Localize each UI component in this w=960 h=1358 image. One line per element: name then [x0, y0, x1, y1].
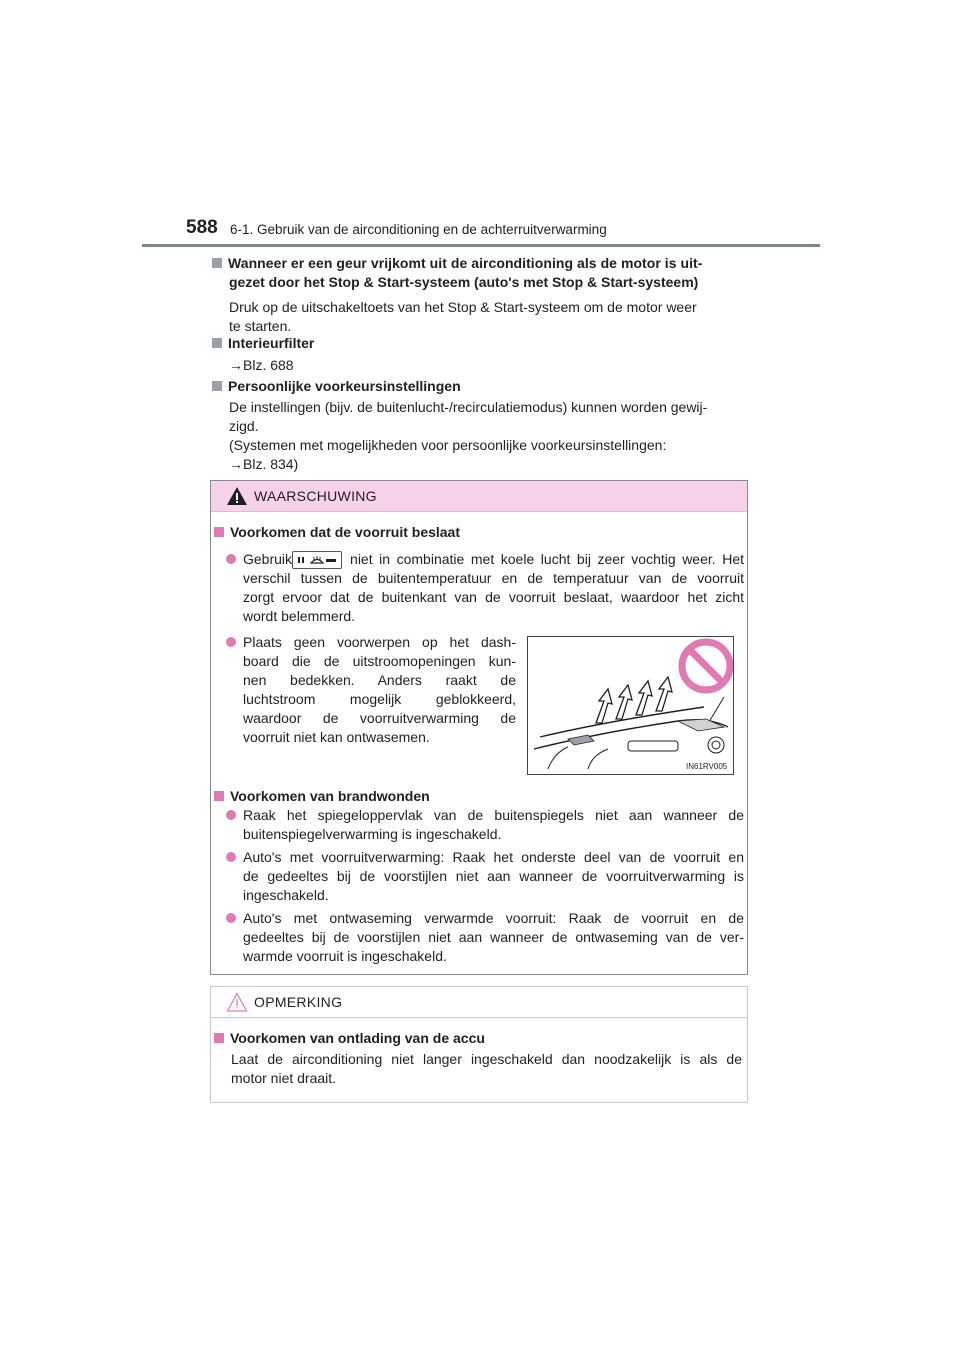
item-text-line2: verschil tussen de buitentemperatuur en de temperatuur van de voorruit	[243, 570, 744, 586]
notice-body-line1: Laat de airconditioning niet langer ingeschakeld dan noodzakelijk is als de	[231, 1051, 742, 1067]
item-text-line: buitenspiegelverwarming is ingeschakeld.	[243, 826, 502, 842]
notice-body	[231, 1050, 742, 1088]
note-body-line4: →Blz. 834)	[229, 456, 299, 472]
front-defroster-icon	[292, 551, 342, 569]
item-text-line: luchtstroom mogelijk geblokkeerd,	[243, 691, 516, 707]
notice-body-line2: motor niet draait.	[231, 1070, 337, 1086]
item-text-line: ingeschakeld.	[243, 887, 329, 903]
item-text-line: Auto's met ontwaseming verwarmde voorruit: Raak de voorruit en de	[243, 910, 744, 926]
bullet-icon	[226, 810, 236, 820]
section-marker-icon	[214, 791, 224, 801]
bullet-icon	[226, 637, 236, 647]
item-text-line: voorruit niet kan ontwasemen.	[243, 729, 430, 745]
item-text-line1: niet in combinatie met koele lucht bij zeer vochtig weer. Het	[350, 551, 744, 567]
note-body-line2: zigd.	[229, 418, 259, 434]
note-body-line2: te starten.	[229, 318, 292, 334]
section-marker-icon	[212, 258, 222, 268]
notice-title-text: Voorkomen van ontlading van de accu	[230, 1030, 485, 1046]
section-marker-icon	[212, 338, 222, 348]
page-reference: →Blz. 688	[229, 357, 294, 373]
item-text-line: Auto's met voorruitverwarming: Raak het onderste deel van de voorruit en	[243, 849, 744, 865]
page-header	[186, 217, 820, 247]
warning-label: WAARSCHUWING	[254, 488, 377, 504]
dashboard-vents-figure	[528, 637, 733, 774]
warning-section-title-text: Voorkomen van brandwonden	[230, 788, 430, 804]
item-text-line: Plaats geen voorwerpen op het dash-	[243, 634, 516, 650]
item-text-line3: zorgt ervoor dat de buitenkant van de voorruit beslaat, waardoor het zicht	[243, 589, 744, 605]
note-body-line1: Druk op de uitschakeltoets van het Stop & Start-systeem om de motor weer	[229, 299, 697, 315]
bullet-icon	[226, 852, 236, 862]
warning-section-title	[214, 523, 460, 542]
section-marker-icon	[214, 1033, 224, 1043]
note-title-line2: gezet door het Stop & Start-systeem (auto's met Stop & Start-systeem)	[229, 274, 699, 290]
item-text-line4: wordt belemmerd.	[243, 608, 356, 624]
item-text-line: nen bedekken. Anders raakt de	[243, 672, 516, 688]
section-title: 6-1. Gebruik van de airconditioning en de achterruitverwarming	[230, 222, 607, 237]
item-text-line: gedeeltes bij de voorstijlen niet aan wanneer de ontwaseming van de ver-	[243, 929, 744, 945]
warning-header	[211, 481, 747, 512]
bullet-icon	[226, 913, 236, 923]
warning-item-heated-windshield	[226, 909, 744, 966]
item-text-line: Raak het spiegeloppervlak van de buitenspiegels niet aan wanneer de	[243, 807, 744, 823]
page-number: 588	[186, 217, 218, 238]
notice-title	[214, 1029, 485, 1048]
section-marker-icon	[214, 527, 224, 537]
dashboard-illustration	[527, 636, 734, 775]
warning-section-title-text: Voorkomen dat de voorruit beslaat	[230, 524, 461, 540]
notice-header	[211, 987, 747, 1018]
notice-label: OPMERKING	[254, 994, 343, 1010]
item-text-line: de gedeeltes bij de voorstijlen niet aan wanneer de voorruitverwarming is	[243, 868, 744, 884]
notice-box	[210, 986, 748, 1103]
note-body-line3: (Systemen met mogelijkheden voor persoonlijke voorkeursinstellingen:	[229, 437, 667, 453]
figure-code: IN61RV005	[686, 762, 728, 771]
note-stop-start-odor	[212, 254, 748, 336]
item-text-line: board die de uitstroomopeningen kun-	[243, 653, 516, 669]
note-title-line1: Wanneer er een geur vrijkomt uit de airconditioning als de motor is uit-	[228, 255, 703, 271]
note-interior-filter	[212, 334, 748, 375]
section-marker-icon	[212, 381, 222, 391]
note-personal-settings	[212, 377, 748, 474]
note-title: Persoonlijke voorkeursinstellingen	[228, 378, 461, 394]
warning-box	[210, 480, 748, 975]
caution-outline-icon	[226, 992, 248, 1012]
warning-item-defrost-usage	[226, 550, 744, 626]
item-text-line: waardoor de voorruitverwarming de	[243, 710, 516, 726]
warning-item-windshield-heating	[226, 848, 744, 905]
warning-item-mirrors	[226, 806, 744, 844]
header-divider	[142, 244, 820, 247]
warning-triangle-icon	[226, 486, 248, 506]
warning-section-title	[214, 787, 430, 806]
note-body-line1: De instellingen (bijv. de buitenlucht-/recirculatiemodus) kunnen worden gewij-	[229, 399, 708, 415]
note-title: Interieurfilter	[228, 335, 315, 351]
bullet-icon	[226, 554, 236, 564]
item-text-start: Gebruik	[243, 551, 293, 567]
warning-item-dashboard-objects	[226, 633, 516, 747]
item-text-line: warmde voorruit is ingeschakeld.	[243, 948, 447, 964]
